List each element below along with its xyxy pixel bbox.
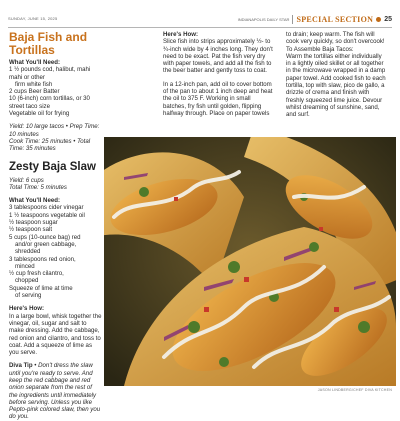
column-one xyxy=(9,31,102,421)
ingredient-line: 5 cups (10-ounce bag) red xyxy=(9,233,81,241)
ingredient-line: 10 (6-inch) corn tortillas, or 30 street taco size xyxy=(9,95,90,110)
slaw-instructions: In a large bowl, whisk together the vinegar, oil, sugar and salt to make dressing. Add the cabbage, red onion and cilantro, and toss to coat. Add a squeeze of lime as you serve. xyxy=(9,312,102,357)
header-right xyxy=(238,15,392,24)
header-date: SUNDAY, JUNE 15, 2025 xyxy=(8,16,58,21)
section-label: SPECIAL SECTION xyxy=(292,15,373,24)
ingredient-line: 3 tablespoons red onion, xyxy=(9,255,76,263)
ingredient-line: ½ cup fresh cilantro, xyxy=(9,270,64,278)
slaw-yield: Yield: 6 cups xyxy=(9,176,44,184)
page-header xyxy=(8,15,392,25)
ingredient-line: Squeeze of lime at time xyxy=(9,284,73,292)
recipe-times: Cook Time: 25 minutes • Total Time: 35 minutes xyxy=(9,137,91,153)
section-dot-icon xyxy=(376,17,381,22)
ingredient-line: firm white fish xyxy=(15,80,53,88)
ingredient-line: minced xyxy=(15,262,35,270)
diva-tip-label: Diva Tip xyxy=(9,362,33,370)
need-heading: What You'll Need: xyxy=(9,59,60,66)
ingredient-line: 3 tablespoons cider vinegar xyxy=(9,204,84,212)
recipe-yield: Yield: 10 large tacos • Prep Time: 10 minutes xyxy=(9,123,100,138)
ingredient-line: 2 cups Beer Batter xyxy=(9,88,60,96)
photo-credit: JASON LINDBERG/CHEF DIVA KITCHEN xyxy=(317,388,392,392)
diva-tip xyxy=(9,362,102,420)
ingredient-line: ½ teaspoon sugar xyxy=(9,219,58,227)
fish-instructions-1: Slice fish into strips approximately ½- to ¾-inch wide by 4 inches long. They don't need to be exact. Pat the fish very dry with paper towels, and add all the fish to the beer batter and gently toss to coat. xyxy=(163,38,273,75)
fish-instructions-3: to drain; keep warm. The fish will cook very quickly, so don't overcook! xyxy=(286,31,385,46)
fish-tacos-illustration xyxy=(104,137,396,386)
header-paper-name: INDIANAPOLIS DAILY STAR xyxy=(237,17,290,22)
fish-instructions-2: In a 12-inch pan, add oil to cover bottom of the pan to about 1 inch deep and heat the oil to 375 F. Working in small batches, fry fish until golden, flipping halfway through. Place on paper towels xyxy=(163,80,273,117)
recipe-title-slaw: Zesty Baja Slaw xyxy=(9,160,96,173)
header-divider xyxy=(8,27,392,28)
ingredient-line: shredded xyxy=(15,248,41,256)
assemble-instructions: Warm the tortillas either individually in a lightly oiled skillet or all together in the microwave wrapped in a damp paper towel. Add cooked fish to each tortilla, top with slaw, pico de gallo, a drizzle of crema and finish with freshly squeezed lime juice. Devour whilst dreaming of sunshine, sand, and surf. xyxy=(286,52,386,119)
need-heading: What You'll Need: xyxy=(9,197,60,205)
column-three xyxy=(286,31,388,119)
slaw-time: Total Time: 5 minutes xyxy=(9,183,67,191)
page-number: 25 xyxy=(384,16,392,23)
ingredient-line: 1 ½ pounds cod, halibut, mahi mahi or other xyxy=(9,66,91,81)
recipe-title-baja-fish: Baja Fish and Tortillas xyxy=(9,30,88,57)
fish-tacos-photo xyxy=(104,137,396,386)
ingredient-line: of serving xyxy=(15,292,42,300)
assemble-heading: To Assemble Baja Tacos: xyxy=(286,45,354,53)
how-heading: Here's How: xyxy=(9,305,44,313)
ingredient-line: chopped xyxy=(15,277,39,285)
how-heading: Here's How: xyxy=(163,31,198,38)
diva-tip-text: • Don't dress the slaw until you're ready to serve. And keep the red cabbage and red onion separate from the rest of the ingredients until immediately before serving. Unless you like Pepto-pink colored slaw, then you do you. xyxy=(9,362,101,421)
ingredient-line: 1 ½ teaspoons vegetable oil xyxy=(9,211,85,219)
ingredient-line: Vegetable oil for frying xyxy=(9,110,70,118)
ingredient-line: ½ teaspoon salt xyxy=(9,226,53,234)
column-two xyxy=(163,31,273,117)
ingredient-line: and/or green cabbage, xyxy=(15,240,77,248)
